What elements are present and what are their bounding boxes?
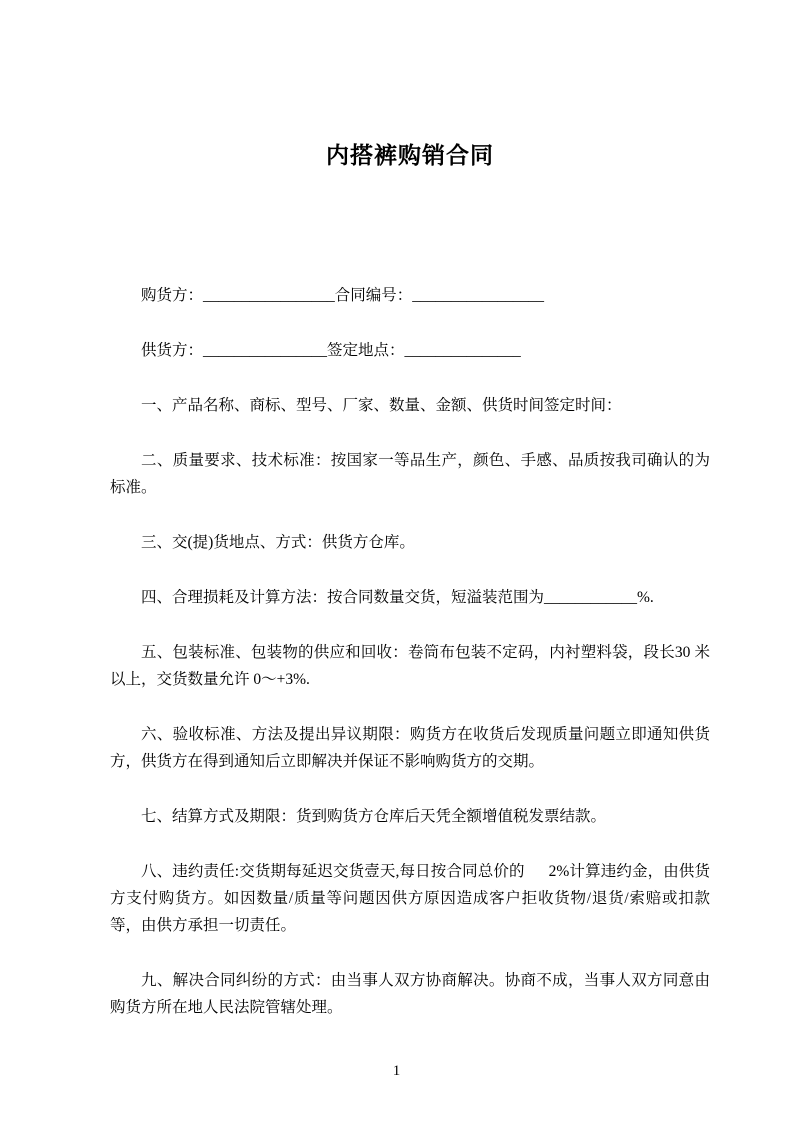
contract-clause-7: 七、结算方式及期限：货到购货方仓库后天凭全额增值税发票结款。: [141, 808, 607, 825]
contract-clause-4: 四、合理损耗及计算方法：按合同数量交货，短溢装范围为____________%.: [141, 589, 654, 606]
contract-clause-1: 一、产品名称、商标、型号、厂家、数量、金额、供货时间签定时间：: [141, 397, 622, 414]
contract-clause-6: 六、验收标准、方法及提出异议期限：购货方在收货后发现质量问题立即通知供货方，供货方在得到通知后立即解决并保证不影响购货方的交期。: [110, 726, 710, 770]
contract-clause-9: 九、解决合同纠纷的方式：由当事人双方协商解决。协商不成，当事人双方同意由购货方所在地人民法院管辖处理。: [110, 972, 710, 1016]
page-number: 1: [392, 1063, 401, 1079]
buyer-contract-number-line: 购货方：_________________合同编号：_________________: [141, 287, 545, 304]
contract-clause-3: 三、交(提)货地点、方式：供货方仓库。: [141, 534, 415, 551]
page-title: 内搭裤购销合同: [326, 142, 494, 168]
supplier-signing-place-line: 供货方：________________签定地点：_______________: [141, 342, 521, 359]
contract-clause-8: 八、违约责任:交货期每延迟交货壹天,每日按合同总价的 2%计算违约金，由供货方支付购货方。如因数量/质量等问题因供方原因造成客户拒收货物/退货/索赔或扣款等，由供方承担一切责任。: [110, 863, 710, 934]
contract-clause-2: 二、质量要求、技术标准：按国家一等品生产，颜色、手感、品质按我司确认的为标准。: [110, 452, 710, 496]
contract-clause-5: 五、包装标准、包装物的供应和回收：卷筒布包装不定码，内衬塑料袋，段长30 米以上，交货数量允许 0～+3%.: [110, 644, 710, 688]
